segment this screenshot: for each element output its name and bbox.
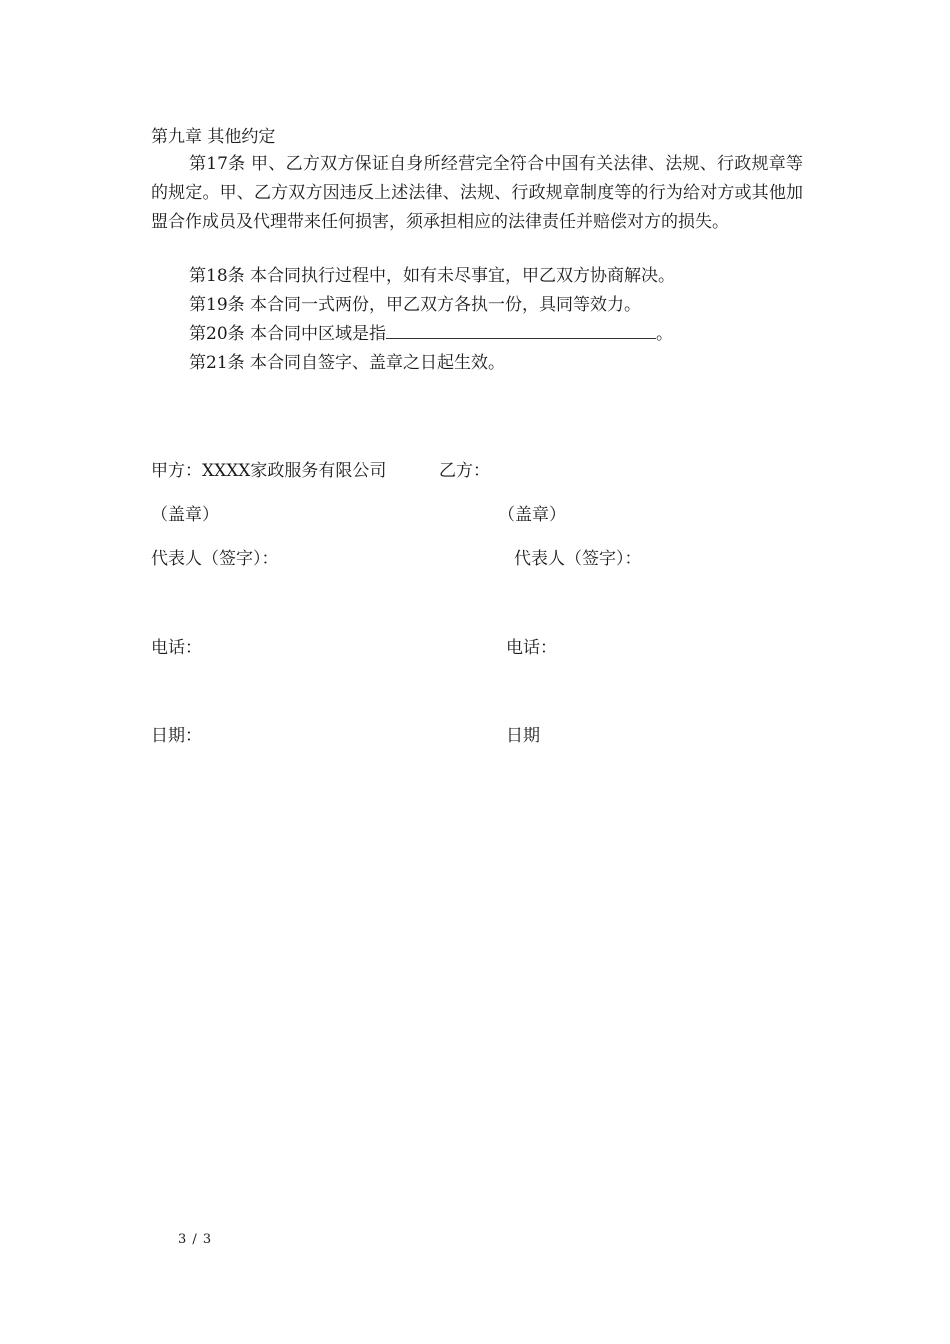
- party-a-seal: （盖章）: [151, 505, 219, 525]
- party-b-date: 日期: [506, 726, 540, 746]
- region-blank-line: [386, 322, 656, 339]
- article-20: [151, 320, 803, 349]
- party-b-representative: 代表人（签字）：: [514, 549, 642, 569]
- party-a-label: 甲方：XXXX家政服务有限公司: [151, 461, 387, 481]
- article-20-end: 。: [656, 324, 674, 344]
- party-a-date: 日期：: [151, 726, 202, 746]
- page-number: 3 / 3: [178, 1232, 213, 1247]
- chapter-heading: 第九章 其他约定: [151, 127, 276, 147]
- article-19: 第19条 本合同一式两份，甲乙双方各执一份，具同等效力。: [189, 295, 642, 315]
- party-b-label: 乙方：: [439, 461, 490, 481]
- party-a-representative: 代表人（签字）：: [151, 549, 279, 569]
- article-18: 第18条 本合同执行过程中，如有未尽事宜，甲乙双方协商解决。: [189, 266, 676, 286]
- party-b-seal: （盖章）: [498, 505, 566, 525]
- party-b-phone: 电话：: [506, 638, 557, 658]
- party-a-phone: 电话：: [151, 638, 202, 658]
- article-20-text: 第20条 本合同中区域是指: [189, 324, 387, 344]
- article-21: 第21条 本合同自签字、盖章之日起生效。: [189, 353, 506, 373]
- article-17: 第17条 甲、乙方双方保证自身所经营完全符合中国有关法律、法规、行政规章等的规定。甲、乙方双方因违反上述法律、法规、行政规章制度等的行为给对方或其他加盟合作成员及代理带来任何损害，须承担相应的法律责任并赔偿对方的损失。: [151, 154, 803, 232]
